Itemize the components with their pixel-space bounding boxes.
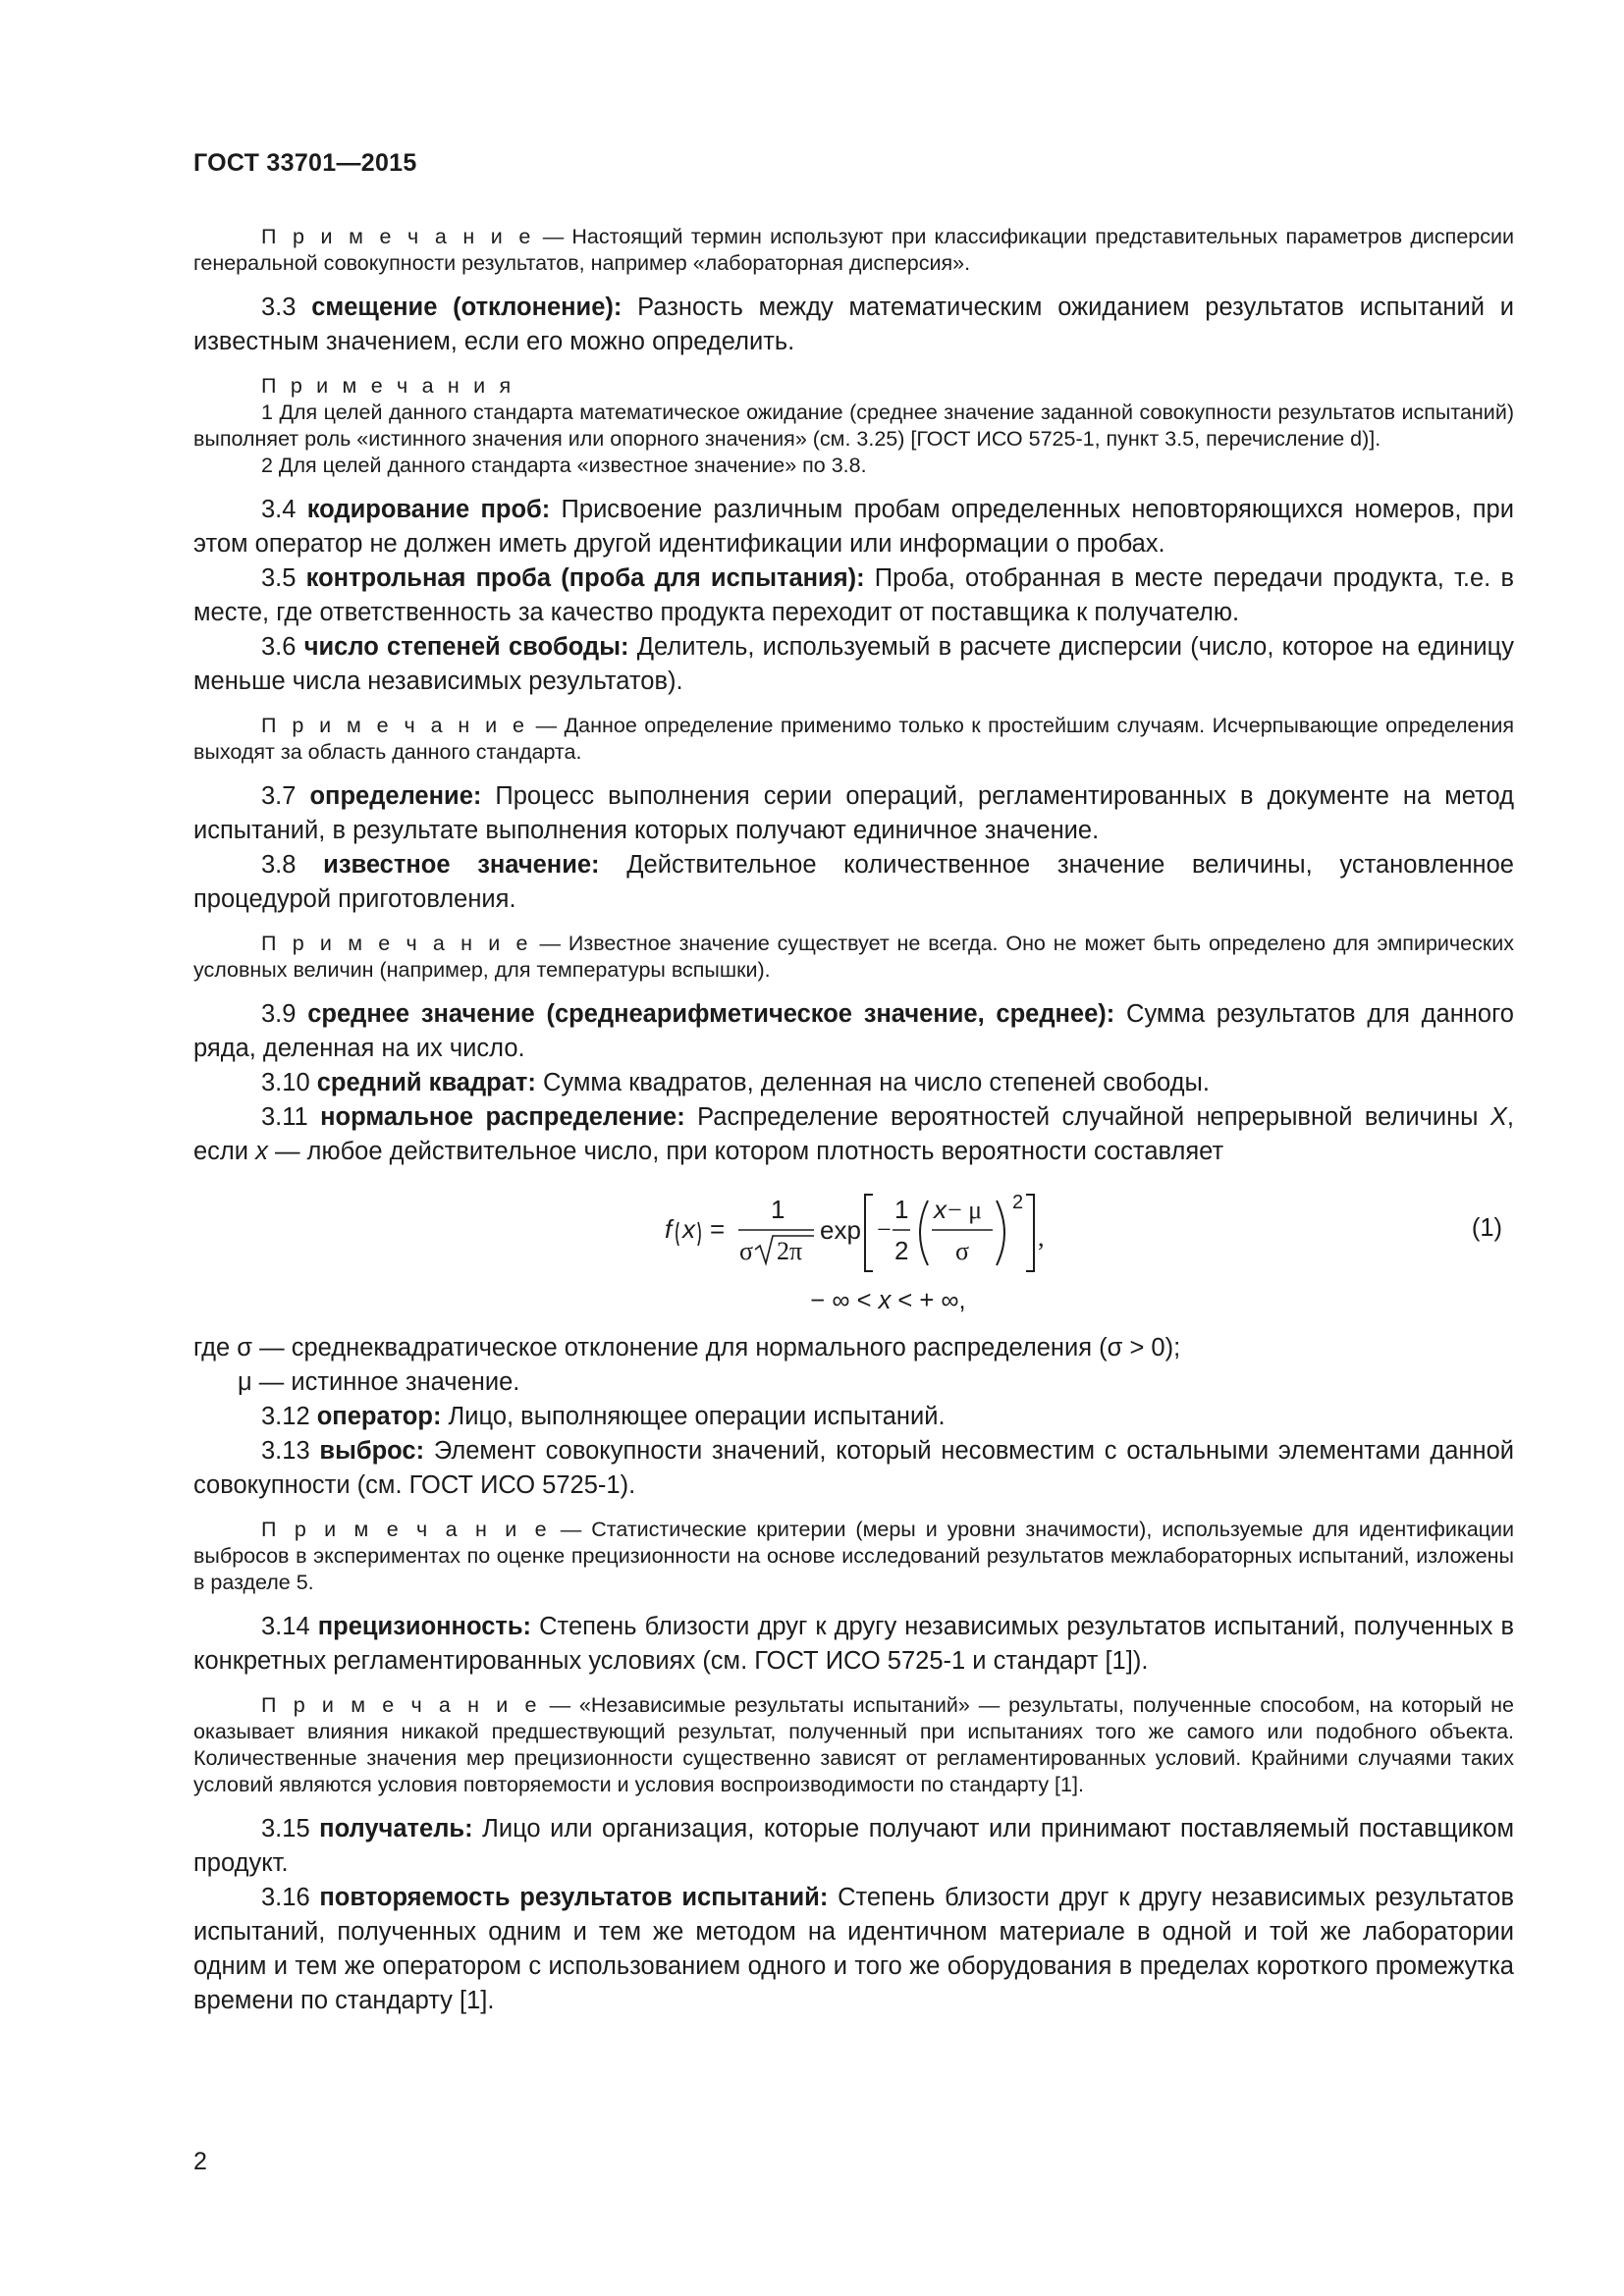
formula-minus: − xyxy=(877,1215,892,1244)
document-body xyxy=(193,224,1514,2018)
note-3-3-1: 1 Для целей данного стандарта математическое ожидание (среднее значение заданной совокупности результатов испытаний) выполняет роль «истинного значения или опорного значения» (см. 3.25) [ГОСТ ИСО 5725-1, пункт 3.5, перечисление d)]. xyxy=(193,400,1514,451)
formula-normal-distribution xyxy=(193,1187,1514,1275)
formula-power: 2 xyxy=(1012,1192,1024,1213)
note-3-14: П р и м е ч а н и е — «Независимые результаты испытаний» — результаты, полученные способом, на который не оказывает влияния никакой предшествующий результат, полученный при испытаниях того же самого или подобного объекта. Количественные значения мер прецизионности существенно зависят от регламентированных условий. Крайними случаями таких условий являются условия повторяемости и условия воспроизводимости по стандарту [1]. xyxy=(193,1693,1514,1796)
note-3-6: П р и м е ч а н и е — Данное определение применимо только к простейшим случаям. Исчерпывающие определения выходят за область данного стандарта. xyxy=(193,714,1515,764)
term-3-15: 3.15 получатель: Лицо или организация, которые получают или принимают поставляемый поставщиком продукт. xyxy=(193,1815,1514,1877)
notes-label: П р и м е ч а н и я xyxy=(261,374,515,398)
term-title: определение: xyxy=(309,782,482,810)
term-title: выброс: xyxy=(319,1437,425,1465)
formula-comma: , xyxy=(1038,1223,1045,1252)
formula-sqrt-arg: 2π xyxy=(777,1237,803,1265)
term-title: получатель: xyxy=(319,1815,473,1842)
note-label: П р и м е ч а н и е xyxy=(261,932,532,955)
term-3-13: 3.13 выброс: Элемент совокупности значений, который несовместим с остальными элементами данной совокупности (см. ГОСТ ИСО 5725-1). xyxy=(193,1437,1514,1499)
page-number: 2 xyxy=(193,2148,207,2175)
term-3-6: 3.6 число степеней свободы: Делитель, используемый в расчете дисперсии (число, которое на единицу меньше числа независимых результатов). xyxy=(193,633,1514,695)
term-3-14: 3.14 прецизионность: Степень близости друг к другу независимых результатов испытаний, полученных в конкретных регламентированных условиях (см. ГОСТ ИСО 5725-1 и стандарт [1]). xyxy=(193,1613,1514,1675)
term-title: повторяемость результатов испытаний: xyxy=(319,1884,829,1911)
note-label: П р и м е ч а н и е xyxy=(261,225,535,248)
term-title: кодирование проб: xyxy=(306,496,551,523)
formula-f: f xyxy=(665,1214,673,1244)
formula-graphic xyxy=(655,1187,1264,1275)
term-title: оператор: xyxy=(316,1403,442,1430)
term-3-7: 3.7 определение: Процесс выполнения серии операций, регламентированных в документе на метод испытаний, в результате выполнения которых получают единичное значение. xyxy=(193,782,1514,844)
term-title: нормальное распределение: xyxy=(320,1103,685,1131)
term-title: средний квадрат: xyxy=(316,1069,536,1096)
formula-sigma: σ xyxy=(739,1237,754,1265)
formula-half-num: 1 xyxy=(894,1195,909,1224)
equation-number: (1) xyxy=(1471,1214,1502,1242)
formula-half-den: 2 xyxy=(894,1236,909,1265)
formula-inner-den: σ xyxy=(955,1237,970,1265)
term-title: среднее значение (среднеарифметическое значение, среднее): xyxy=(307,1000,1115,1028)
term-3-16: 3.16 повторяемость результатов испытаний: Степень близости друг к другу независимых результатов испытаний, полученных одним и тем же методом на идентичном материале в одной и той же лаборатории одним и тем же оператором с использованием одного и того же оборудования в пределах короткого промежутка времени по стандарту [1]. xyxy=(193,1884,1514,2014)
formula-eq: = xyxy=(710,1214,726,1244)
note-label: П р и м е ч а н и е xyxy=(261,1693,541,1717)
formula-inner-rest: − μ xyxy=(947,1196,983,1224)
note-3-13: П р и м е ч а н и е — Статистические критерии (меры и уровни значимости), используемые для идентификации выбросов в экспериментах по оценке прецизионности на основе исследований результатов межлабораторных испытаний, изложены в разделе 5. xyxy=(193,1518,1514,1594)
where-mu: μ — истинное значение. xyxy=(238,1368,520,1396)
note-label: П р и м е ч а н и е xyxy=(261,1518,551,1541)
where-sigma: где σ — среднеквадратическое отклонение для нормального распределения (σ > 0); xyxy=(193,1334,1181,1362)
formula-condition: − ∞ < x < + ∞, xyxy=(810,1287,966,1314)
term-title: контрольная проба (проба для испытания): xyxy=(305,564,865,592)
formula-exp: exp xyxy=(820,1215,861,1245)
term-3-11: 3.11 нормальное распределение: Распределение вероятностей случайной непрерывной величины X, если x — любое действительное число, при котором плотность вероятности составляет xyxy=(193,1103,1514,1165)
term-3-9: 3.9 среднее значение (среднеарифметическое значение, среднее): Сумма результатов для данного ряда, деленная на их число. xyxy=(193,1000,1514,1062)
term-3-5: 3.5 контрольная проба (проба для испытания): Проба, отобранная в месте передачи продукта, т.е. в месте, где ответственность за качество продукта переходит от поставщика к получателю. xyxy=(193,564,1514,626)
term-3-8: 3.8 известное значение: Действительное количественное значение величины, установленное процедурой приготовления. xyxy=(193,851,1514,913)
term-title: известное значение: xyxy=(323,851,600,879)
notes-3-3 xyxy=(193,373,1514,479)
term-3-10: 3.10 средний квадрат: Сумма квадратов, деленная на число степеней свободы. xyxy=(261,1069,1210,1096)
formula-inner-x: x xyxy=(934,1195,947,1224)
note-3-3-2: 2 Для целей данного стандарта «известное значение» по 3.8. xyxy=(261,454,867,477)
term-title: число степеней свободы: xyxy=(303,633,629,661)
term-title: прецизионность: xyxy=(317,1613,532,1640)
formula-x: x xyxy=(682,1214,695,1244)
term-title: смещение (отклонение): xyxy=(311,294,623,321)
term-3-4: 3.4 кодирование проб: Присвоение различным пробам определенных неповторяющихся номеров, при этом оператор не должен иметь другой идентификации или информации о пробах. xyxy=(193,496,1514,558)
formula-frac-num: 1 xyxy=(771,1195,785,1224)
note-label: П р и м е ч а н и е xyxy=(261,714,529,737)
note-3-8: П р и м е ч а н и е — Известное значение существует не всегда. Оно не может быть определено для эмпирических условных величин (например, для температуры вспышки). xyxy=(193,932,1514,982)
note-general: П р и м е ч а н и е — Настоящий термин используют при классификации представительных параметров дисперсии генеральной совокупности результатов, например «лабораторная дисперсия». xyxy=(193,225,1514,275)
term-3-12: 3.12 оператор: Лицо, выполняющее операции испытаний. xyxy=(261,1403,946,1430)
document-header: ГОСТ 33701—2015 xyxy=(193,149,417,177)
term-3-3: 3.3 смещение (отклонение): Разность между математическим ожиданием результатов испытаний и известным значением, если его можно определить. xyxy=(193,294,1514,355)
